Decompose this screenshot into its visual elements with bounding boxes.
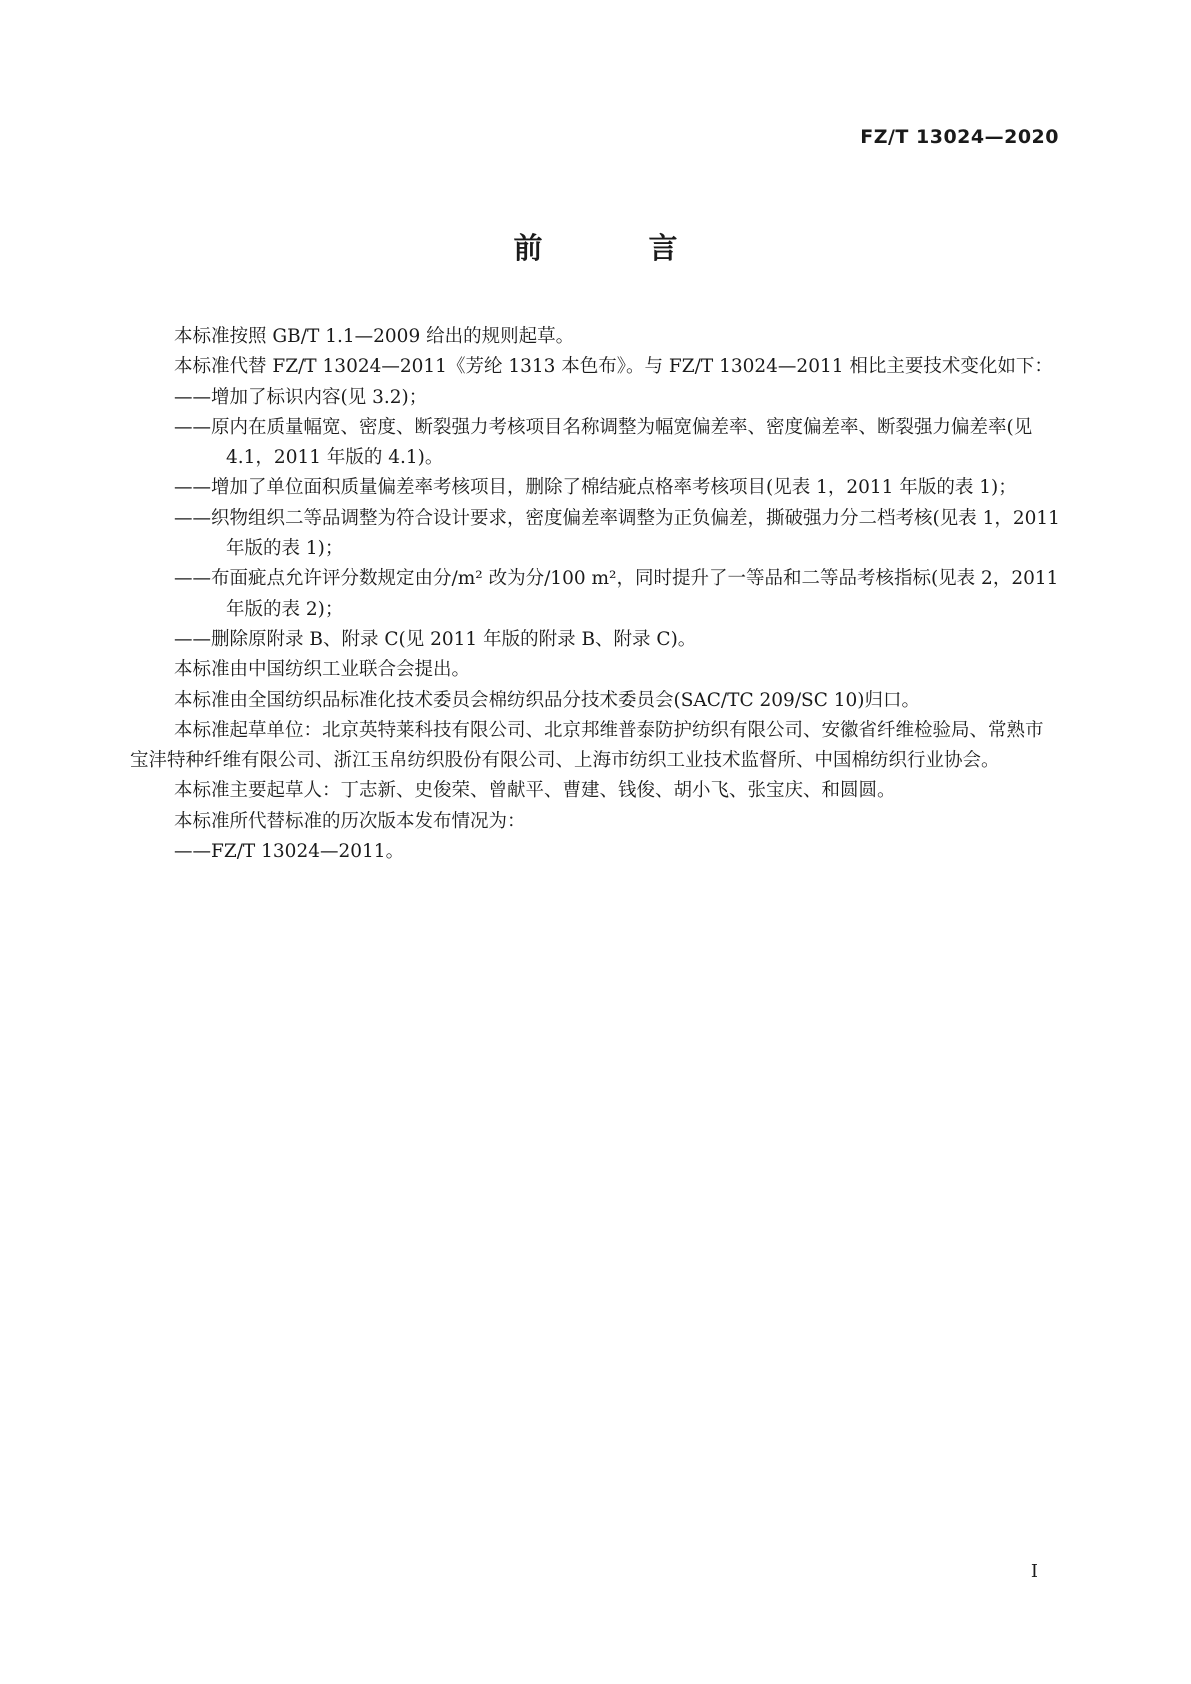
- change-item: ——原内在质量幅宽、密度、断裂强力考核项目名称调整为幅宽偏差率、密度偏差率、断裂强力偏差率(见 4.1，2011 年版的 4.1)。: [174, 416, 1033, 469]
- history-paragraph: 本标准所代替标准的历次版本发布情况为：: [174, 810, 526, 832]
- change-item: ——织物组织二等品调整为符合设计要求，密度偏差率调整为正负偏差，撕破强力分二档考核(见表 1，2011 年版的表 1)；: [174, 507, 1060, 560]
- committee-paragraph: 本标准由全国纺织品标准化技术委员会棉纺织品分技术委员会(SAC/TC 209/SC 10)归口。: [174, 689, 921, 711]
- drafters-paragraph: 本标准主要起草人：丁志新、史俊荣、曾献平、曹建、钱俊、胡小飞、张宝庆、和圆圆。: [174, 780, 896, 802]
- change-item: ——布面疵点允许评分数规定由分/m² 改为分/100 m²，同时提升了一等品和二等品考核指标(见表 2，2011 年版的表 2)；: [174, 568, 1059, 620]
- drafting-rule-paragraph: 本标准按照 GB/T 1.1—2009 给出的规则起草。: [174, 326, 575, 347]
- proposer-paragraph: 本标准由中国纺织工业联合会提出。: [174, 659, 471, 681]
- replacement-paragraph: 本标准代替 FZ/T 13024—2011《芳纶 1313 本色布》。与 FZ/T 13024—2011 相比主要技术变化如下：: [174, 356, 1053, 378]
- history-item: ——FZ/T 13024—2011。: [174, 841, 405, 863]
- change-item: ——删除原附录 B、附录 C(见 2011 年版的附录 B、附录 C)。: [174, 628, 697, 650]
- change-item: ——增加了标识内容(见 3.2)；: [174, 386, 428, 408]
- document-body: [130, 322, 1060, 867]
- standard-code: FZ/T 13024—2020: [860, 126, 1059, 148]
- drafting-units-paragraph: 本标准起草单位：北京英特莱科技有限公司、北京邦维普泰防护纺织有限公司、安徽省纤维检验局、常熟市宝沣特种纤维有限公司、浙江玉帛纺织股份有限公司、上海市纺织工业技术监督所、中国棉纺织行业协会。: [130, 719, 1044, 772]
- change-item: ——增加了单位面积质量偏差率考核项目，删除了棉结疵点格率考核项目(见表 1，2011 年版的表 1)；: [174, 477, 1017, 499]
- page-title: 前 言: [513, 231, 726, 265]
- page-number: I: [1030, 1561, 1038, 1582]
